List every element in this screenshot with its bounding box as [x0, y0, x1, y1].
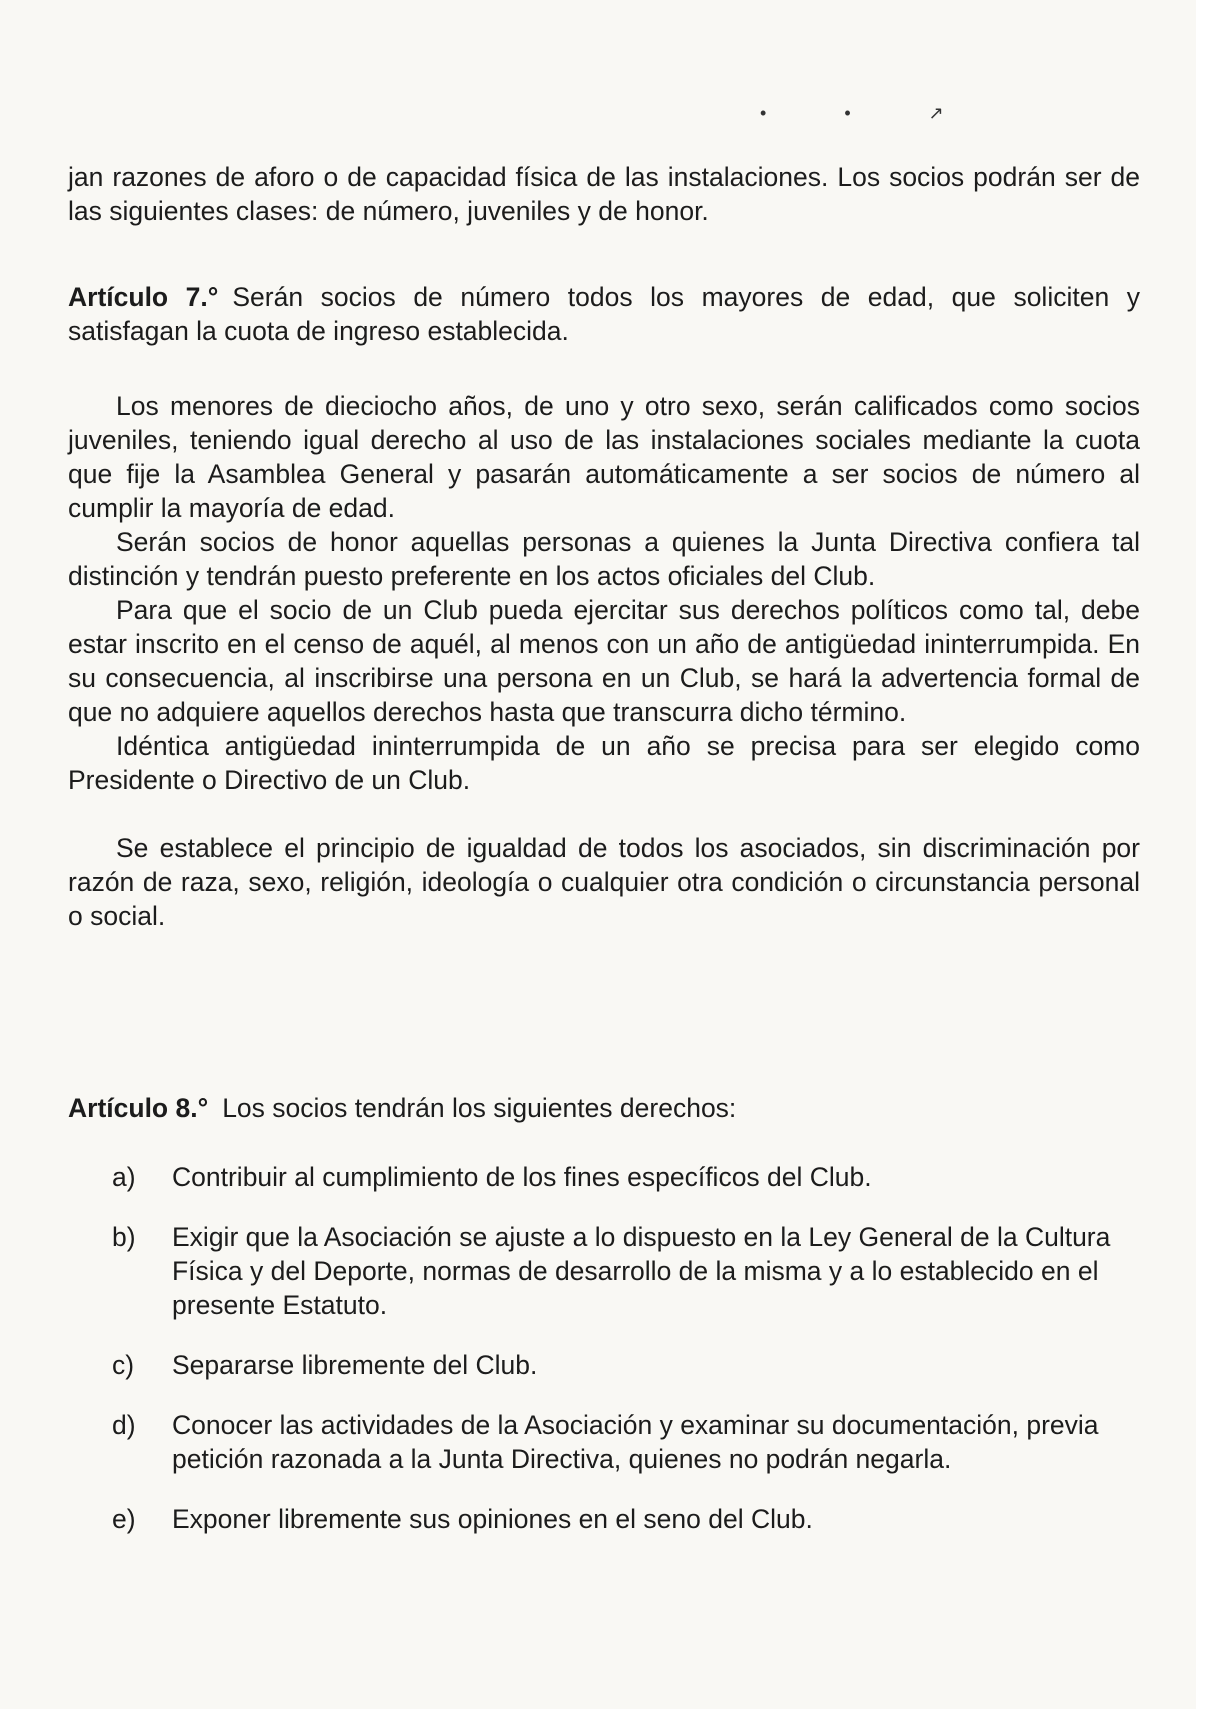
header-mark: •: [760, 103, 767, 123]
item-text: Exponer libremente sus opiniones en el seno del Club.: [172, 1504, 813, 1534]
article-8-label: Artículo 8.°: [68, 1093, 209, 1123]
list-item: [112, 1348, 1142, 1382]
item-letter: c): [112, 1350, 135, 1380]
item-text: Contribuir al cumplimiento de los fines específicos del Club.: [172, 1162, 872, 1192]
list-item: [112, 1502, 1142, 1536]
list-item: [112, 1220, 1142, 1322]
article-7-paragraph: Se establece el principio de igualdad de todos los asociados, sin discriminación por razón de raza, sexo, religión, ideología o cualquier otra condición o circunstancia personal o social.: [68, 833, 1140, 931]
item-letter: d): [112, 1410, 136, 1440]
list-item: [112, 1160, 1142, 1194]
item-text: Separarse libremente del Club.: [172, 1350, 538, 1380]
header-mark: ↗: [928, 103, 944, 123]
header-mark: •: [844, 103, 851, 123]
item-letter: a): [112, 1162, 136, 1192]
intro-paragraph: jan razones de aforo o de capacidad física de las instalaciones. Los socios podrán ser de las siguientes clases: de número, juveniles y de honor.: [68, 162, 1140, 226]
page-edge: [1196, 0, 1208, 1709]
item-text: Conocer las actividades de la Asociación y examinar su documentación, previa petición razonada a la Junta Directiva, quienes no podrán negarla.: [172, 1410, 1099, 1474]
article-7-body: [68, 389, 1140, 933]
article-8-text: Los socios tendrán los siguientes derechos:: [222, 1093, 737, 1123]
article-7-paragraph: Idéntica antigüedad ininterrumpida de un año se precisa para ser elegido como Presidente o Directivo de un Club.: [68, 731, 1140, 795]
article-7-paragraph: Serán socios de honor aquellas personas a quienes la Junta Directiva confiera tal distinción y tendrán puesto preferente en los actos oficiales del Club.: [68, 527, 1140, 591]
article-7-heading: [68, 280, 1140, 348]
item-letter: b): [112, 1222, 136, 1252]
item-letter: e): [112, 1504, 136, 1534]
article-7-label: Artículo 7.°: [68, 282, 219, 312]
item-text: Exigir que la Asociación se ajuste a lo dispuesto en la Ley General de la Cultura Física y del Deporte, normas de desarrollo de la misma y a lo establecido en el presente Estatuto.: [172, 1222, 1111, 1320]
article-7-paragraph: Para que el socio de un Club pueda ejercitar sus derechos políticos como tal, debe estar inscrito en el censo de aquél, al menos con un año de antigüedad ininterrumpida. En su consecuencia, al inscribirse una persona en un Club, se hará la advertencia formal de que no adquiere aquellos derechos hasta que transcurra dicho término.: [68, 595, 1140, 727]
rights-list: [112, 1160, 1142, 1536]
article-8-heading: [68, 1091, 1140, 1125]
article-7-paragraph: Los menores de dieciocho años, de uno y otro sexo, serán calificados como socios juveniles, teniendo igual derecho al uso de las instalaciones sociales mediante la cuota que fije la Asamblea General y pasarán automáticamente a ser socios de número al cumplir la mayoría de edad.: [68, 391, 1140, 523]
list-item: [112, 1408, 1142, 1476]
article-7-text: Serán socios de número todos los mayores de edad, que soliciten y satisfagan la cuota de ingreso establecida.: [68, 282, 1140, 346]
header-marks: [760, 96, 1022, 130]
